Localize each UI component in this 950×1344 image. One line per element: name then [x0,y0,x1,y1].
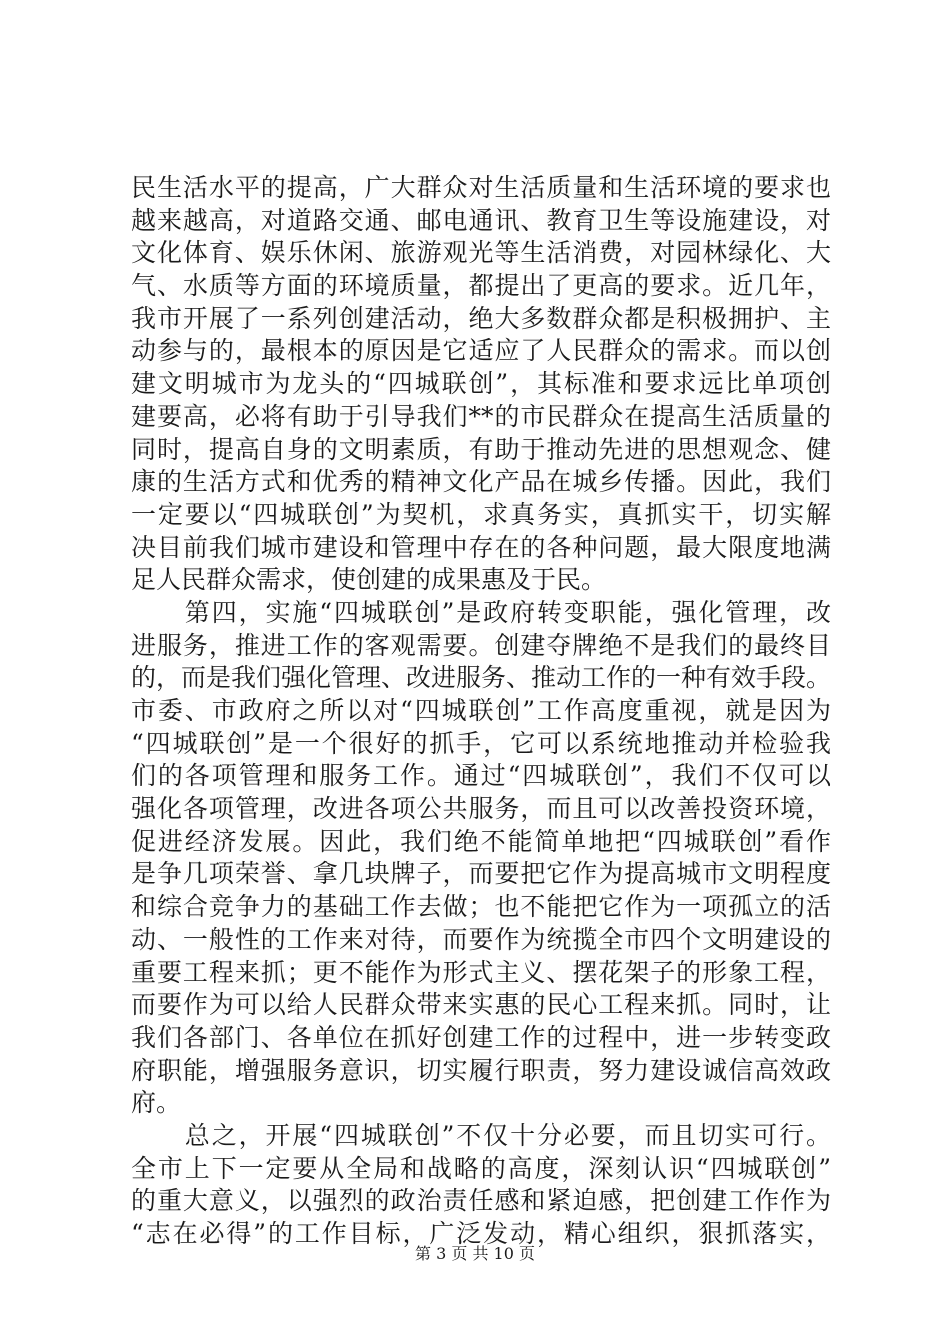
text-line: 是争几项荣誉、拿几块牌子，而要把它作为提高城市文明程度 [131,859,831,889]
text-line: 府职能，增强服务意识，切实履行职责，努力建设诚信高效政 [131,1055,831,1085]
page-number-footer: 第 3 页 共 10 页 [415,1244,535,1263]
text-line: 气、水质等方面的环境质量，都提出了更高的要求。近几年， [131,271,831,301]
text-line: 全市上下一定要从全局和战略的高度，深刻认识“四城联创” [131,1153,831,1183]
text-line: 进服务，推进工作的客观需要。创建夺牌绝不是我们的最终目 [131,630,831,660]
text-line: “志在必得”的工作目标，广泛发动，精心组织，狠抓落实， [131,1219,831,1248]
text-line: 市委、市政府之所以对“四城联创”工作高度重视，就是因为 [131,696,831,725]
text-line: 的，而是我们强化管理、改进服务、推动工作的一种有效手段。 [131,663,832,693]
text-line: 第四，实施“四城联创”是政府转变职能，强化管理，改 [131,597,831,627]
text-line: 的重大意义，以强烈的政治责任感和紧迫感，把创建工作作为 [131,1186,831,1216]
text-line: 同时，提高自身的文明素质，有助于推动先进的思想观念、健 [131,434,831,464]
text-line: 文化体育、娱乐休闲、旅游观光等生活消费，对园林绿化、大 [131,238,831,268]
text-line: 足人民群众需求，使创建的成果惠及于民。 [131,565,607,595]
text-line: 我们各部门、各单位在抓好创建工作的过程中，进一步转变政 [131,1022,831,1052]
text-line: 重要工程来抓；更不能作为形式主义、摆花架子的形象工程， [131,957,831,987]
text-line: 而要作为可以给人民群众带来实惠的民心工程来抓。同时，让 [131,990,831,1020]
text-line: 动参与的，最根本的原因是它适应了人民群众的需求。而以创 [131,336,831,366]
text-line: 越来越高，对道路交通、邮电通讯、教育卫生等设施建设，对 [131,205,831,235]
text-line: 强化各项管理，改进各项公共服务，而且可以改善投资环境， [131,794,831,824]
text-line: 总之，开展“四城联创”不仅十分必要，而且切实可行。 [131,1120,831,1150]
text-line: 康的生活方式和优秀的精神文化产品在城乡传播。因此，我们 [131,467,831,497]
text-line: 们的各项管理和服务工作。通过“四城联创”，我们不仅可以 [131,761,831,791]
text-line: 一定要以“四城联创”为契机，求真务实，真抓实干，切实解 [131,499,831,529]
text-line: 和综合竞争力的基础工作去做；也不能把它作为一项孤立的活 [131,892,831,922]
text-line: 促进经济发展。因此，我们绝不能简单地把“四城联创”看作 [131,826,831,856]
text-line: 动、一般性的工作来对待，而要作为统揽全市四个文明建设的 [131,924,831,954]
text-line: “四城联创”是一个很好的抓手，它可以系统地推动并检验我 [131,728,831,758]
text-line: 决目前我们城市建设和管理中存在的各种问题，最大限度地满 [131,532,831,562]
body-text [131,172,831,1251]
text-line: 民生活水平的提高，广大群众对生活质量和生活环境的要求也 [131,173,831,202]
text-line: 我市开展了一系列创建活动，绝大多数群众都是积极拥护、主 [131,303,831,333]
text-line: 府。 [131,1088,182,1118]
text-line: 建要高，必将有助于引导我们**的市民群众在提高生活质量的 [131,401,831,431]
text-line: 建文明城市为龙头的“四城联创”，其标准和要求远比单项创 [131,369,831,399]
